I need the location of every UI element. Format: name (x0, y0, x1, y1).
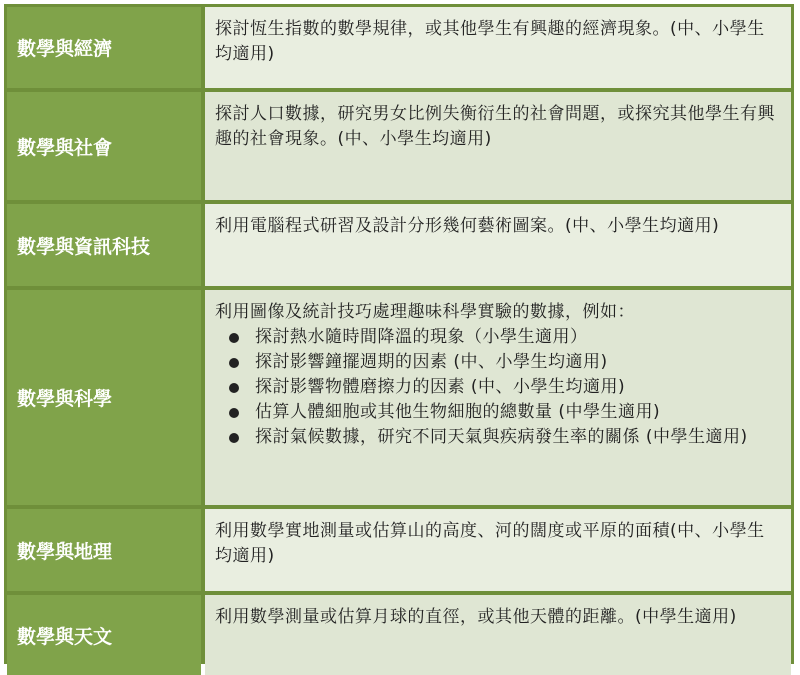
bullet-dot-icon (229, 383, 239, 393)
science-bullet-list (215, 325, 777, 450)
bullet-dot-icon (229, 358, 239, 368)
list-item (215, 425, 777, 450)
list-item (215, 325, 777, 350)
bullet-dot-icon (229, 333, 239, 343)
list-item-text: 探討熱水隨時間降溫的現象（小學生適用） (255, 327, 588, 347)
row-heading-it: 數學與資訊科技 (7, 204, 201, 286)
row-text-geography: 利用數學實地測量或估算山的高度、河的闊度或平原的面積(中、小學生均適用) (205, 509, 791, 591)
bullet-dot-icon (229, 408, 239, 418)
topics-table (4, 4, 794, 664)
row-heading-astronomy: 數學與天文 (7, 595, 201, 675)
science-intro: 利用圖像及統計技巧處理趣味科學實驗的數據，例如： (215, 302, 635, 322)
row-text-it: 利用電腦程式研習及設計分形幾何藝術圖案。(中、小學生均適用) (205, 204, 791, 286)
row-heading-science: 數學與科學 (7, 290, 201, 505)
list-item (215, 375, 777, 400)
row-heading-geography: 數學與地理 (7, 509, 201, 591)
list-item-text: 探討影響鐘擺週期的因素 (中、小學生均適用) (255, 352, 608, 372)
bullet-dot-icon (229, 433, 239, 443)
list-item-text: 探討影響物體磨擦力的因素 (中、小學生均適用) (255, 377, 626, 397)
row-heading-society: 數學與社會 (7, 92, 201, 200)
row-text-economics: 探討恆生指數的數學規律，或其他學生有興趣的經濟現象。(中、小學生均適用) (205, 7, 791, 88)
row-text-astronomy: 利用數學測量或估算月球的直徑，或其他天體的距離。(中學生適用) (205, 595, 791, 675)
list-item (215, 400, 777, 425)
list-item (215, 350, 777, 375)
row-text-science (205, 290, 791, 505)
list-item-text: 探討氣候數據，研究不同天氣與疾病發生率的關係 (中學生適用) (255, 427, 748, 447)
list-item-text: 估算人體細胞或其他生物細胞的總數量 (中學生適用) (255, 402, 661, 422)
row-text-society: 探討人口數據，研究男女比例失衡衍生的社會問題，或探究其他學生有興趣的社會現象。(中、小學生均適用) (205, 92, 791, 200)
row-heading-economics: 數學與經濟 (7, 7, 201, 88)
